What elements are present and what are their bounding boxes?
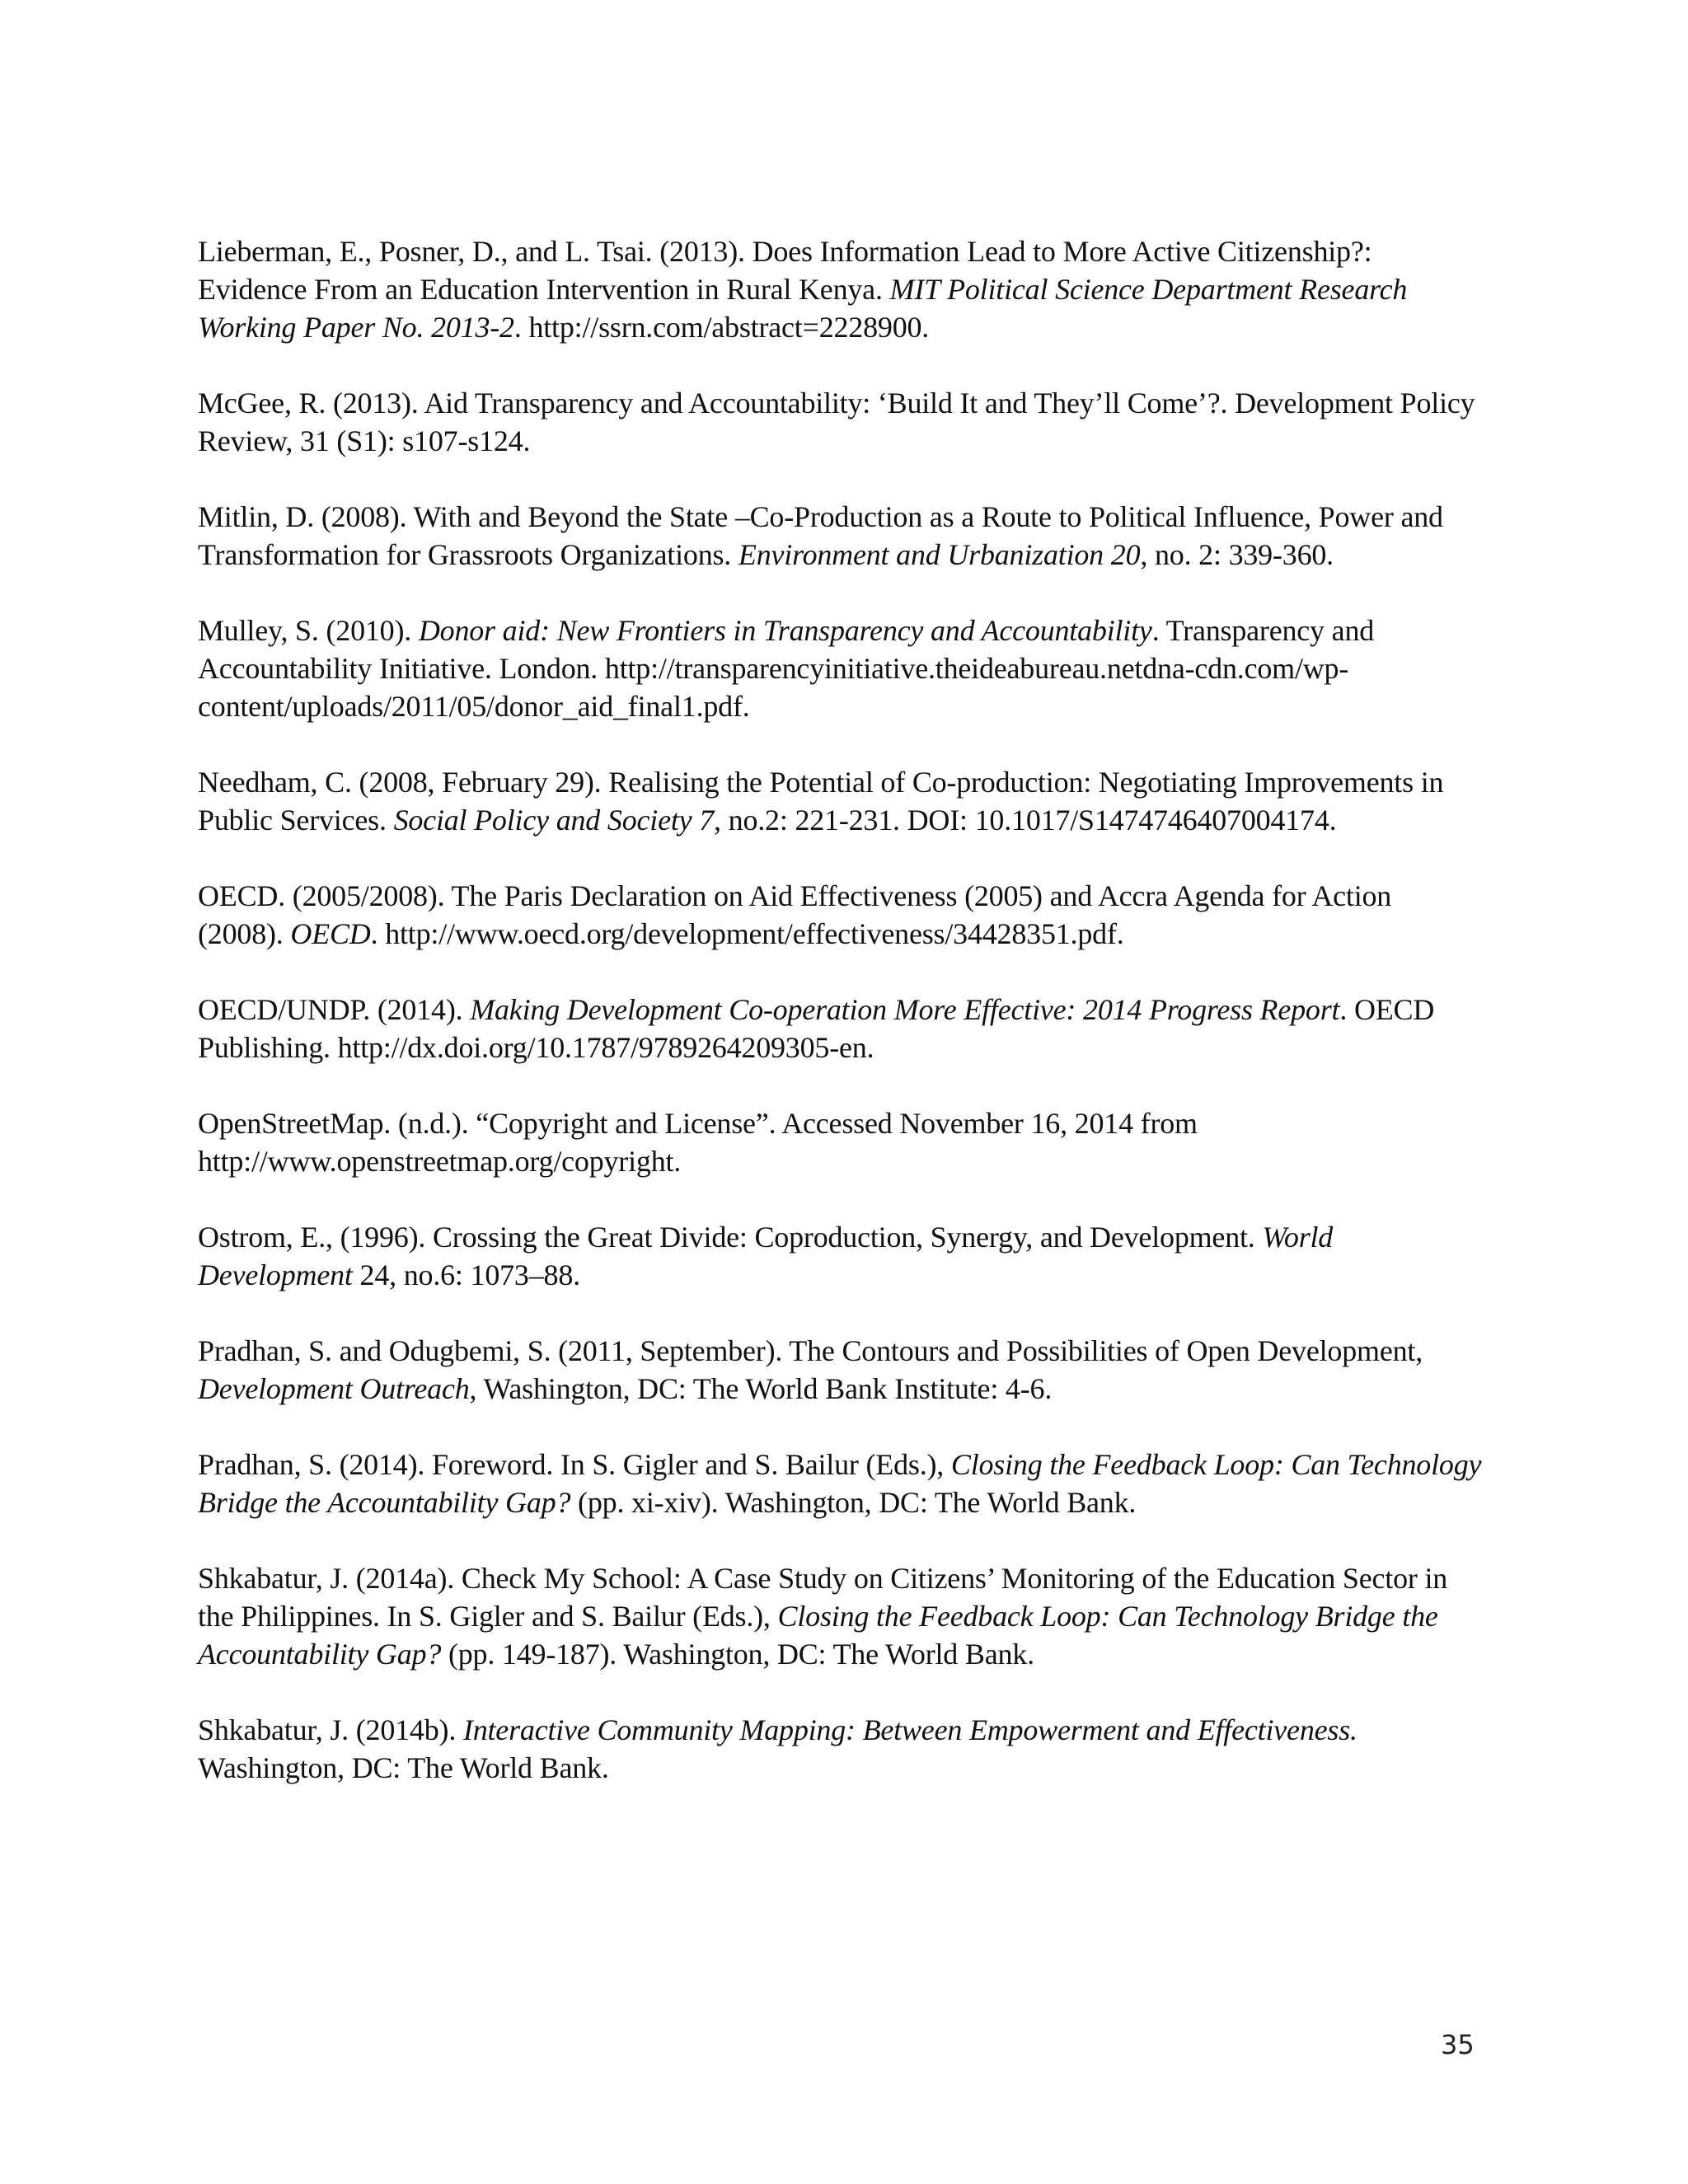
reference-entry xyxy=(198,232,1484,346)
reference-entry xyxy=(198,1559,1484,1673)
reference-entry xyxy=(198,991,1484,1066)
reference-entry xyxy=(198,763,1484,839)
reference-entry xyxy=(198,1332,1484,1408)
reference-text: , Washington, DC: The World Bank Institute: 4-6. xyxy=(469,1372,1053,1405)
reference-text: OECD. (2005/2008). The Paris Declaration on Aid Effectiveness (2005) and Accra Agenda for Action (2008). xyxy=(198,879,1392,950)
reference-entry xyxy=(198,612,1484,725)
reference-source: Interactive Community Mapping: Between Empowerment and Effectiveness. xyxy=(462,1713,1357,1746)
reference-text: Needham, C. (2008, February 29). Realising the Potential of Co-production: Negotiating Improvements in Public Services. xyxy=(198,766,1444,837)
reference-text: . Transparency and Accountability Initiative. London. http://transparencyinitiative.theideabureau.netdna-cdn.com/wp-content/uploads/2011/05/donor_aid_final1.pdf. xyxy=(198,614,1375,723)
reference-text: (pp. 149-187). Washington, DC: The World Bank. xyxy=(441,1638,1034,1671)
reference-text: Washington, DC: The World Bank. xyxy=(198,1751,609,1784)
reference-text: . OECD Publishing. http://dx.doi.org/10.1787/9789264209305-en. xyxy=(198,993,1435,1064)
reference-source: Social Policy and Society 7 xyxy=(393,804,715,837)
reference-text: Ostrom, E., (1996). Crossing the Great Divide: Coproduction, Synergy, and Development. xyxy=(198,1221,1263,1254)
reference-source: Making Development Co-operation More Effective: 2014 Progress Report xyxy=(470,993,1340,1026)
reference-entry xyxy=(198,1446,1484,1521)
reference-text: Pradhan, S. (2014). Foreword. In S. Gigler and S. Bailur (Eds.), xyxy=(198,1448,951,1481)
reference-source: Donor aid: New Frontiers in Transparency and Accountability xyxy=(418,614,1152,647)
reference-entry xyxy=(198,877,1484,953)
reference-source: OECD xyxy=(290,917,371,950)
reference-source: Environment and Urbanization 20 xyxy=(738,538,1141,571)
reference-text: Mulley, S. (2010). xyxy=(198,614,419,647)
reference-entry xyxy=(198,1711,1484,1787)
reference-text: McGee, R. (2013). Aid Transparency and Accountability: ‘Build It and They’ll Come’?. Development Policy Review, 31 (S1): s107-s124. xyxy=(198,387,1475,457)
reference-source: MIT Political Science Department Research Working Paper No. 2013-2 xyxy=(198,273,1408,344)
reference-entry xyxy=(198,498,1484,574)
reference-source: Closing the Feedback Loop: Can Technology Bridge the Accountability Gap? xyxy=(198,1448,1482,1519)
reference-text: Lieberman, E., Posner, D., and L. Tsai. (2013). Does Information Lead to More Active Citizenship?: Evidence From an Education Intervention in Rural Kenya. xyxy=(198,235,1372,306)
reference-entry xyxy=(198,1104,1484,1180)
reference-list xyxy=(198,232,1484,1825)
reference-text: , no. 2: 339-360. xyxy=(1140,538,1334,571)
page-number: 35 xyxy=(1441,2029,1475,2060)
reference-text: 24, no.6: 1073–88. xyxy=(352,1258,580,1291)
reference-text: Mitlin, D. (2008). With and Beyond the State –Co-Production as a Route to Political Influence, Power and Transformation for Grassroots Organizations. xyxy=(198,500,1443,571)
reference-text: (pp. xi-xiv). Washington, DC: The World Bank. xyxy=(570,1486,1137,1519)
reference-entry xyxy=(198,1218,1484,1294)
reference-text: . http://www.oecd.org/development/effectiveness/34428351.pdf. xyxy=(370,917,1124,950)
reference-text: . http://ssrn.com/abstract=2228900. xyxy=(513,311,930,344)
reference-text: OECD/UNDP. (2014). xyxy=(198,993,471,1026)
reference-entry xyxy=(198,384,1484,460)
reference-text: Shkabatur, J. (2014b). xyxy=(198,1713,463,1746)
reference-text: Pradhan, S. and Odugbemi, S. (2011, September). The Contours and Possibilities of Open Development, xyxy=(198,1334,1423,1367)
reference-source: World Development xyxy=(198,1221,1334,1291)
reference-text: Shkabatur, J. (2014a). Check My School: A Case Study on Citizens’ Monitoring of the Education Sector in the Philippines. In S. Gigler and S. Bailur (Eds.), xyxy=(198,1562,1448,1633)
reference-text: OpenStreetMap. (n.d.). “Copyright and License”. Accessed November 16, 2014 from http://www.openstreetmap.org/copyright. xyxy=(198,1107,1198,1178)
reference-source: Development Outreach xyxy=(198,1372,470,1405)
reference-source: Closing the Feedback Loop: Can Technology Bridge the Accountability Gap? xyxy=(198,1600,1438,1671)
reference-text: , no.2: 221-231. DOI: 10.1017/S1474746407004174. xyxy=(714,804,1337,837)
